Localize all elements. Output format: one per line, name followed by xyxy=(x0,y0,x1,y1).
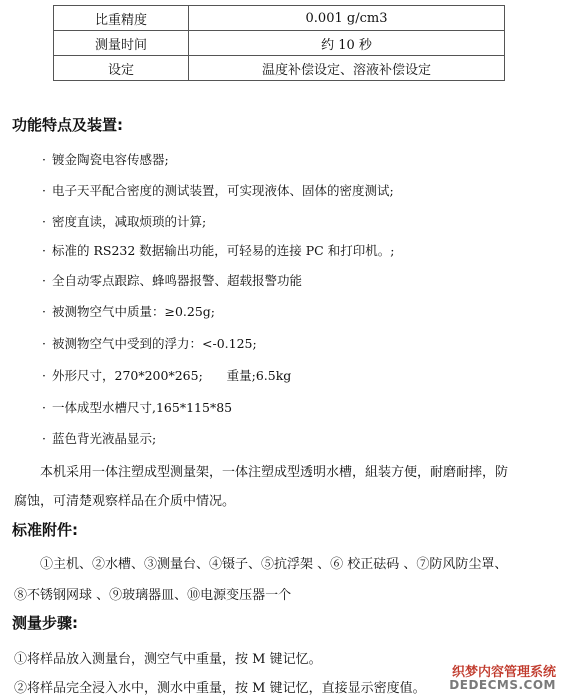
feature-text: 一体成型水槽尺寸,165*115*85 xyxy=(52,400,233,415)
feature-text: 被测物空气中质量：≥0.25g; xyxy=(52,304,216,319)
feature-text: 标准的 RS232 数据输出功能，可轻易的连接 PC 和打印机。; xyxy=(52,243,395,258)
bullet-icon: · xyxy=(42,336,46,351)
feature-text: 被测物空气中受到的浮力：<-0.125; xyxy=(52,336,257,351)
bullet-icon: · xyxy=(42,152,46,167)
bullet-icon: · xyxy=(42,243,46,258)
spec-value: 温度补偿设定、溶液补偿设定 xyxy=(189,56,505,81)
steps-heading: 测量步骤: xyxy=(12,614,78,632)
description-text: 本机采用一体注塑成型测量架，一体注塑成型透明水槽，組装方便，耐磨耐摔，防 xyxy=(40,465,509,480)
accessories-heading: 标准附件: xyxy=(12,521,78,539)
description-line: 腐蚀，可清楚观察样品在介质中情况。 xyxy=(14,494,236,509)
list-item xyxy=(42,150,169,168)
feature-text: 电子天平配合密度的测试装置，可实现液体、固体的密度测试; xyxy=(52,183,394,198)
table-row xyxy=(54,56,505,81)
spec-value: 0.001 g/cm3 xyxy=(189,6,505,31)
bullet-icon: · xyxy=(42,304,46,319)
bullet-icon: · xyxy=(42,368,46,383)
features-heading: 功能特点及装置: xyxy=(12,116,123,134)
table-row xyxy=(54,6,505,31)
spec-label: 测量时间 xyxy=(54,31,189,56)
spec-label: 设定 xyxy=(54,56,189,81)
description-line xyxy=(14,461,508,480)
spec-label: 比重精度 xyxy=(54,6,189,31)
feature-text: 全自动零点跟踪、蜂鸣器报警、超载报警功能 xyxy=(52,273,303,288)
accessories-line: ①主机、②水槽、③测量台、④镊子、⑤抗浮架 、⑥ 校正砝码 、⑦防风防尘罩、 xyxy=(40,557,508,572)
list-item xyxy=(42,181,394,199)
bullet-icon: · xyxy=(42,273,46,288)
list-item xyxy=(42,334,257,352)
feature-text: 外形尺寸，270*200*265; 重量;6.5kg xyxy=(52,368,292,383)
bullet-icon: · xyxy=(42,400,46,415)
watermark-domain: DEDECMS.COM xyxy=(449,678,556,693)
watermark-title: 织梦内容管理系统 xyxy=(451,664,556,680)
feature-text: 蓝色背光液晶显示; xyxy=(52,431,157,446)
step-item: ①将样品放入测量台，测空气中重量，按 M 键记忆。 xyxy=(14,652,322,667)
list-item xyxy=(42,302,215,320)
list-item xyxy=(42,398,232,416)
bullet-icon: · xyxy=(42,183,46,198)
list-item xyxy=(42,212,206,230)
feature-text: 密度直读，减取烦琐的计算; xyxy=(52,214,207,229)
spec-table xyxy=(53,5,505,81)
watermark xyxy=(449,666,556,692)
list-item xyxy=(42,271,302,289)
accessories-line: ⑧不锈钢网球 、⑨玻璃器皿、⑩电源变压器一个 xyxy=(14,588,292,603)
table-row xyxy=(54,31,505,56)
feature-text: 镀金陶瓷电容传感器; xyxy=(52,152,169,167)
list-item xyxy=(42,241,394,259)
list-item xyxy=(42,366,291,384)
bullet-icon: · xyxy=(42,431,46,446)
step-item: ②将样品完全浸入水中，测水中重量，按 M 键记忆，直接显示密度值。 xyxy=(14,681,426,695)
list-item xyxy=(42,429,156,447)
bullet-icon: · xyxy=(42,214,46,229)
spec-value: 约 10 秒 xyxy=(189,31,505,56)
